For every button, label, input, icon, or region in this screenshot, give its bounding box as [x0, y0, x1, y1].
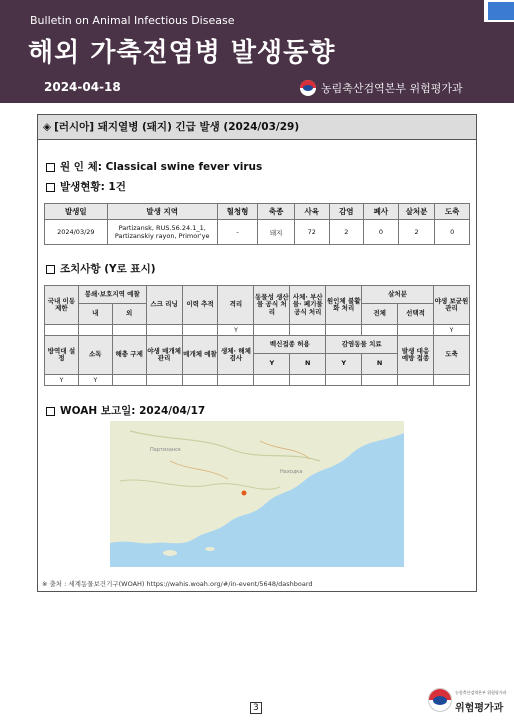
- col-infected: 감염: [329, 204, 364, 220]
- checkbox-icon: [46, 407, 55, 416]
- m-vaccine: 백신접종 허용: [254, 336, 326, 354]
- map-graphic: [110, 421, 404, 567]
- m-treat: 감염동물 치료: [326, 336, 398, 354]
- page-title: 해외 가축전염병 발생동향: [28, 38, 336, 68]
- checkbox-icon: [46, 183, 55, 192]
- m-quarantine: 방역대 설정: [45, 336, 79, 375]
- col-raised: 사육: [294, 204, 329, 220]
- cell-culled: 2: [398, 220, 435, 245]
- m-carcass: 사체· 부산물· 폐기물 공식 처리: [290, 286, 326, 325]
- bulletin-label: Bulletin on Animal Infectious Disease: [30, 14, 235, 27]
- org-name: 농림축산검역본부 위험평가과: [321, 82, 463, 95]
- m-wild-vector: 야생 매개체 관리: [146, 336, 182, 375]
- cell-species: 돼지: [258, 220, 295, 245]
- table-row: Y Y: [45, 325, 470, 336]
- table-row: [45, 220, 470, 245]
- measures-table: [44, 285, 470, 386]
- col-serotype: 혈청형: [217, 204, 258, 220]
- table-row: Y Y: [45, 375, 470, 386]
- section-title: ◈ [러시아] 돼지열병 (돼지) 긴급 발생 (2024/03/29): [38, 115, 476, 140]
- outbreak-marker: [242, 491, 247, 496]
- col-species: 축종: [258, 204, 295, 220]
- table-header-row: [45, 204, 470, 220]
- cell-region: Partizansk, RUS.56.24.1_1, Partizanskiy rayon, Primor'ye: [107, 220, 217, 245]
- taegeuk-logo-icon: [428, 688, 452, 712]
- footer-org: 농림축산검역본부 위험평가과: [455, 690, 507, 695]
- measures-header-row-2: [45, 336, 470, 354]
- col-slaughtered: 도축: [435, 204, 470, 220]
- m-prevent: 발생 대응 예방 접종: [398, 336, 434, 375]
- col-date: 발생일: [45, 204, 108, 220]
- svg-text:Партизанск: Партизанск: [150, 447, 181, 453]
- measures-header-row-2b: Y N Y N: [45, 354, 470, 375]
- col-dead: 폐사: [364, 204, 399, 220]
- cell-raised: 72: [294, 220, 329, 245]
- cell-slaughtered: 0: [435, 220, 470, 245]
- m-pest: 해충 구제: [112, 336, 146, 375]
- measures-header-row-1: [45, 286, 470, 304]
- m-zone-out: 외: [112, 304, 146, 325]
- m-domestic: 국내 이동 제한: [45, 286, 79, 325]
- org-badge: [300, 80, 463, 96]
- m-official-disposal: 동물성 생산물 공식 처리: [254, 286, 290, 325]
- cell-date: 2024/03/29: [45, 220, 108, 245]
- m-zone: 봉쇄·보호지역 예찰: [78, 286, 146, 304]
- checkbox-icon: [46, 265, 55, 274]
- m-zone-in: 내: [78, 304, 112, 325]
- m-culling: 살처분: [362, 286, 434, 304]
- taegeuk-logo-icon: [300, 80, 316, 96]
- outbreak-map: [110, 421, 404, 567]
- measures-line: 조치사항 (Y로 표시): [46, 261, 156, 276]
- source-note: ※ 출처 : 세계동물보건기구(WOAH) https://wahis.woah.org/#/in-event/5648/dashboard: [42, 580, 313, 588]
- col-culled: 살처분: [398, 204, 435, 220]
- m-vector-survey: 매개체 예찰: [182, 336, 218, 375]
- status-line: 발생현황: 1건: [46, 179, 126, 194]
- report-box: [37, 114, 477, 592]
- footer-name: 위험평가과: [455, 703, 504, 714]
- diamond-icon: ◈: [43, 121, 52, 133]
- page-header: [0, 0, 514, 103]
- m-disinfection: 소독: [78, 336, 112, 375]
- m-wild: 야생 보균원 관리: [434, 286, 470, 325]
- page-number: 3: [250, 702, 262, 714]
- m-vector: 원인체 불활화 처리: [326, 286, 362, 325]
- pathogen-line: 원 인 체: Classical swine fever virus: [46, 159, 262, 174]
- col-region: 발생 지역: [107, 204, 217, 220]
- cell-dead: 0: [364, 220, 399, 245]
- m-cull-all: 전체: [362, 304, 398, 325]
- cell-serotype: -: [217, 220, 258, 245]
- svg-text:Находка: Находка: [280, 469, 303, 475]
- report-date: 2024-04-18: [44, 80, 121, 94]
- header-accent-blue: [488, 2, 514, 20]
- outbreak-table: [44, 203, 470, 245]
- m-tracing: 이력 추적: [182, 286, 218, 325]
- m-cull-sel: 선택적: [398, 304, 434, 325]
- woah-line: WOAH 보고일: 2024/04/17: [46, 403, 205, 418]
- cell-infected: 2: [329, 220, 364, 245]
- m-slaughter: 도축: [434, 336, 470, 375]
- m-isolation: 격리: [218, 286, 254, 325]
- checkbox-icon: [46, 163, 55, 172]
- m-screening: 스크 리닝: [146, 286, 182, 325]
- m-inspection: 생체· 해체 검사: [218, 336, 254, 375]
